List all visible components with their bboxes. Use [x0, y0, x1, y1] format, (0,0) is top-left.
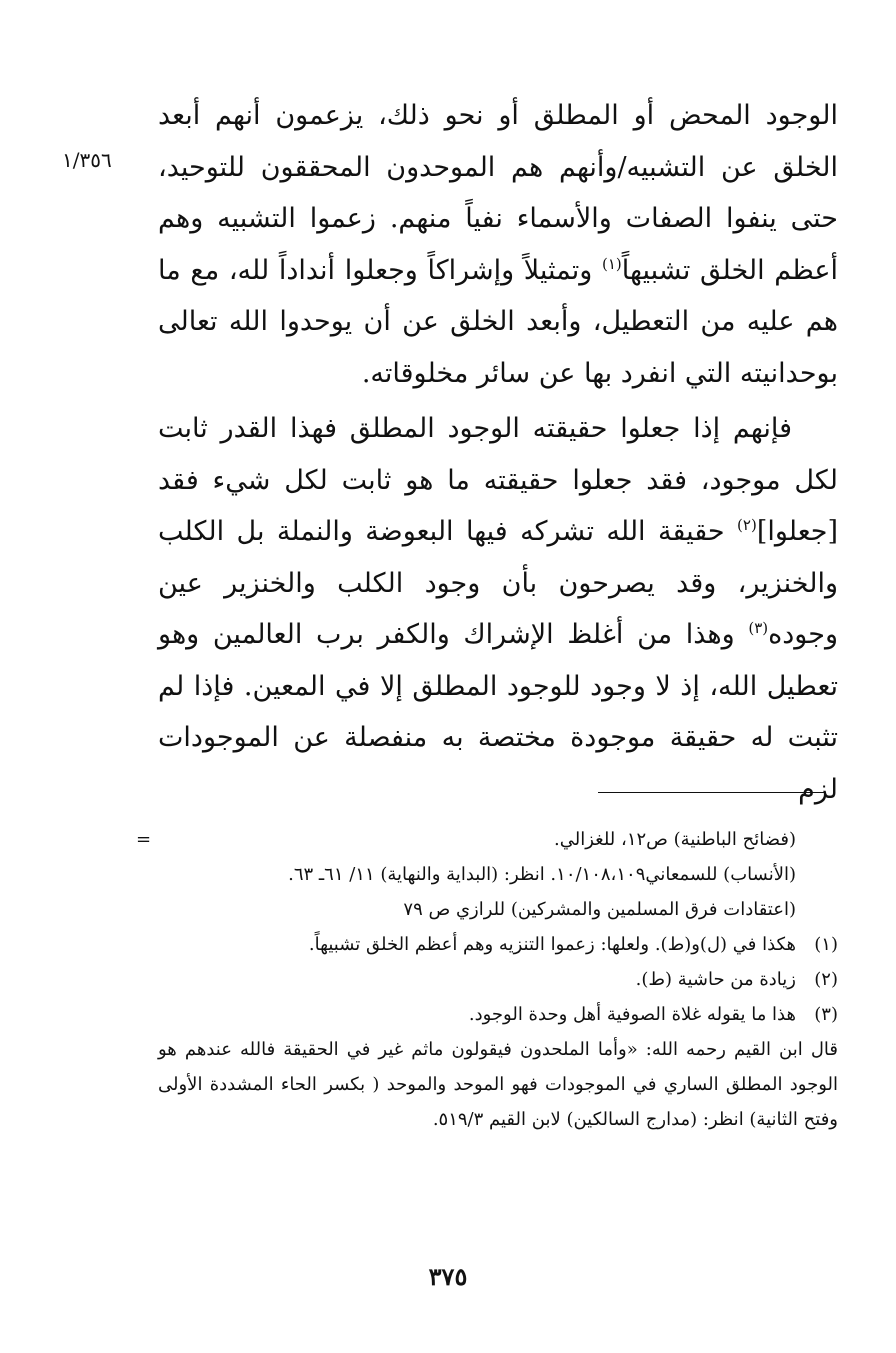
paragraph-1-text-a: الوجود المحض أو المطلق أو نحو ذلك، يزعمون أنهم أبعد الخلق عن التشبيه/وأنهم هم الموحدون المحققون للتوحيد، حتى ينفوا الصفات والأسماء نفياً منهم. زعموا التشبيه وهم أعظم الخلق تشبيهاً [158, 100, 838, 286]
paragraph-2-text-c: وهذا من أغلظ الإشراك والكفر برب العالمين وهو تعطيل الله، إذ لا وجود للوجود المطلق إلا في المعين. فإذا لم تثبت له حقيقة موجودة مختصة به منفصلة عن الموجودات لزم [158, 619, 838, 805]
main-text [158, 90, 838, 815]
footnote-2-mark: (٢) [814, 969, 838, 990]
footnote-ref-3: (٣) [748, 619, 769, 637]
continuation-mark: = [136, 829, 152, 850]
continued-line: (فضائح الباطنية) ص١٢، للغزالي. [554, 829, 796, 850]
manuscript-page-reference: ١/٣٥٦ [62, 148, 112, 172]
footnote-1 [158, 927, 838, 962]
footnote-separator [598, 792, 824, 793]
paragraph-1 [158, 90, 838, 399]
continued-line: (اعتقادات فرق المسلمين والمشركين) للرازي ص ٧٩ [403, 899, 796, 920]
footnotes [136, 822, 838, 1137]
footnote-2-text: زيادة من حاشية (ط). [635, 969, 796, 990]
footnote-continued [136, 822, 838, 927]
paragraph-2 [158, 403, 838, 815]
footnote-ref-1: (١) [602, 254, 622, 273]
footnote-3-quote: قال ابن القيم رحمه الله: «وأما الملحدون فيقولون ماثم غير في الحقيقة فالله عندهم هو الوجود المطلق الساري في الموجودات فهو الموحد والموحد ( بكسر الحاء المشددة الأولى وفتح الثانية) انظر: (مدارج السالكين) لابن القيم ٥١٩/٣. [158, 1039, 838, 1130]
page-number: ٣٧٥ [428, 1262, 468, 1291]
footnote-3 [158, 997, 838, 1032]
footnote-1-text: هكذا في (ل)و(ط). ولعلها: زعموا التنزيه وهم أعظم الخلق تشبيهاً. [308, 934, 796, 955]
footnote-3-text: هذا ما يقوله غلاة الصوفية أهل وحدة الوجود. [468, 1004, 796, 1025]
footnote-2 [158, 962, 838, 997]
paragraph-2-text-a: فإنهم إذا جعلوا حقيقته الوجود المطلق فهذا القدر ثابت لكل موجود، فقد جعلوا حقيقته ما هو ثابت لكل شيء فقد [جعلوا] [158, 413, 838, 547]
footnote-3-mark: (٣) [814, 1004, 838, 1025]
continued-line: (الأنساب) للسمعاني١٠/١٠٨،١٠٩. انظر: (البداية والنهاية) ١١/ ٦١ـ ٦٣. [288, 864, 796, 885]
paragraph-1-text-b: وتمثيلاً وإشراكاً وجعلوا أنداداً لله، مع ما هم عليه من التعطيل، وأبعد الخلق عن أن يوحدوا الله تعالى بوحدانيته التي انفرد بها عن سائر مخلوقاته. [158, 254, 838, 389]
footnote-ref-2: (٢) [737, 516, 757, 534]
paragraph-2-text-b: حقيقة الله تشركه فيها البعوضة والنملة بل الكلب والخنزير، وقد يصرحون بأن وجود الكلب والخنزير عين وجوده [158, 516, 838, 650]
footnote-1-mark: (١) [814, 934, 838, 955]
